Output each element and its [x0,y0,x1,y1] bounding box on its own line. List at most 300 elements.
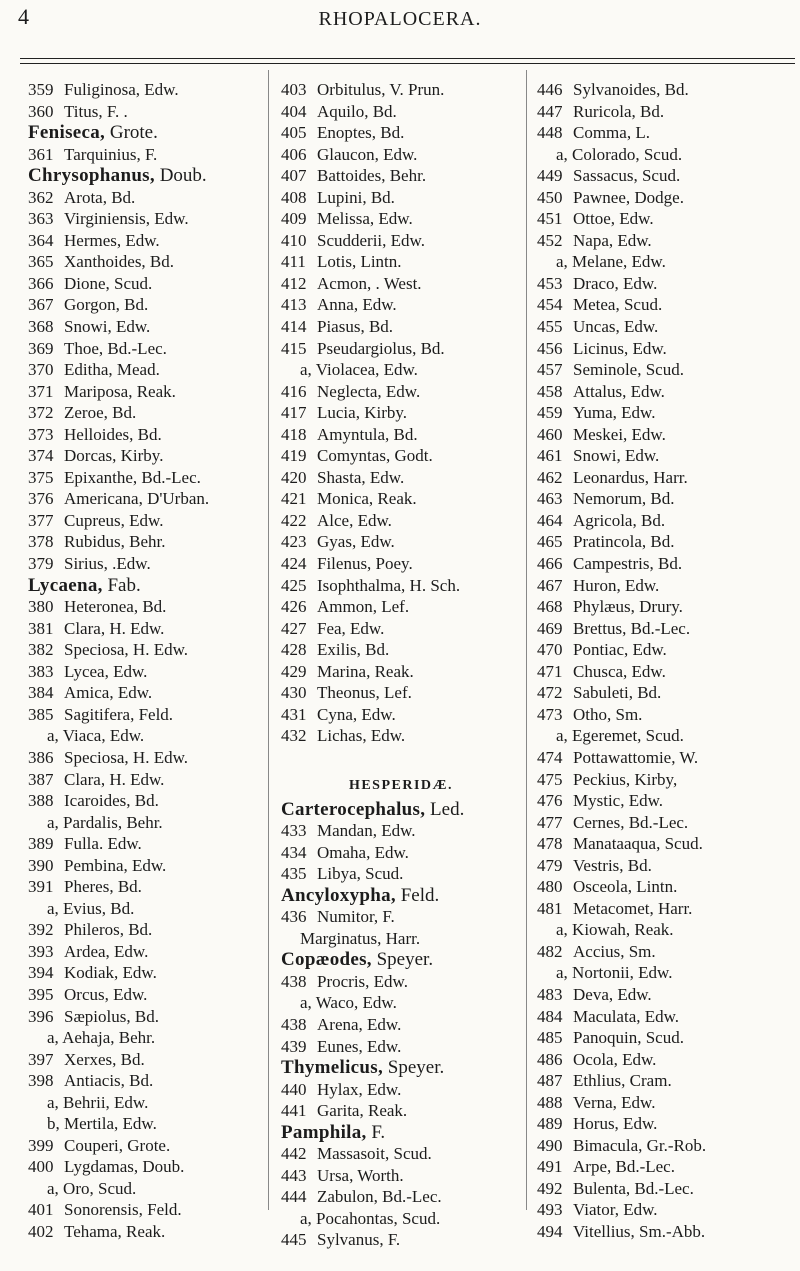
column-divider-1 [268,70,269,1210]
species-entry [281,661,521,683]
genus-author: Doub. [159,165,207,187]
entry-number: 482 [537,941,563,961]
species-entry [28,187,260,209]
species-entry [537,618,799,640]
species-name: Peckius, Kirby, [573,769,678,789]
species-name: Libya, Scud. [317,864,404,884]
blank-line [281,747,521,769]
entry-number: 471 [537,661,563,681]
variety-entry: Marginatus, Harr. [300,928,421,948]
genus-heading [28,165,260,187]
entry-number: 374 [28,446,54,466]
species-entry [281,1079,521,1101]
entry-number: 396 [28,1006,54,1026]
entry-number: 450 [537,187,563,207]
genus-name: Carterocephalus, [281,798,426,820]
species-entry [281,424,521,446]
species-entry [281,230,521,252]
species-entry [28,1049,260,1071]
entry-number: 405 [281,123,307,143]
species-entry [28,747,260,769]
species-name: Bulenta, Bd.-Lec. [573,1178,694,1198]
species-entry [281,488,521,510]
species-name: Meskei, Edw. [573,424,666,444]
species-entry [28,919,260,941]
entry-number: 372 [28,403,54,423]
species-entry [28,316,260,338]
species-name: Pseudargiolus, Bd. [317,338,445,358]
species-entry [28,596,260,618]
entry-number: 479 [537,855,563,875]
species-name: Xanthoides, Bd. [64,252,175,272]
species-name: Alce, Edw. [317,510,392,530]
species-name: Scudderii, Edw. [317,230,425,250]
species-name: Manataaqua, Scud. [573,834,703,854]
species-entry [537,1178,799,1200]
entry-number: 442 [281,1144,307,1164]
genus-name: Chrysophanus, [28,165,155,187]
species-entry [537,230,799,252]
species-entry [281,101,521,123]
species-entry [537,381,799,403]
species-name: Marina, Reak. [317,661,414,681]
species-name: Tehama, Reak. [64,1221,166,1241]
species-entry [537,510,799,532]
species-entry [28,876,260,898]
species-entry [537,747,799,769]
entry-number: 463 [537,489,563,509]
header-rule-bottom [20,63,795,64]
species-entry [28,488,260,510]
entry-number: 470 [537,640,563,660]
species-name: Antiacis, Bd. [64,1071,154,1091]
entry-number: 403 [281,80,307,99]
species-entry [281,1036,521,1058]
genus-name: Lycaena, [28,574,103,596]
entry-number: 413 [281,295,307,315]
species-entry [537,165,799,187]
entry-number: 474 [537,747,563,767]
species-name: Acmon, . West. [317,273,422,293]
entry-number: 454 [537,295,563,315]
species-entry [28,294,260,316]
entry-number: 473 [537,704,563,724]
entry-number: 477 [537,812,563,832]
entry-number: 416 [281,381,307,401]
species-entry [281,1100,521,1122]
species-name: Lichas, Edw. [317,726,406,746]
species-entry [537,941,799,963]
species-entry [28,984,260,1006]
genus-heading [281,949,521,971]
species-name: Ruricola, Bd. [573,101,665,121]
species-entry [537,682,799,704]
genus-heading [281,1057,521,1079]
entry-number: 443 [281,1165,307,1185]
entry-number: 440 [281,1079,307,1099]
variety-entry: a, Violacea, Edw. [300,360,418,380]
entry-number: 400 [28,1157,54,1177]
genus-heading [281,799,521,821]
species-name: Leonardus, Harr. [573,467,688,487]
species-entry [537,1027,799,1049]
species-entry [28,769,260,791]
entry-number: 494 [537,1221,563,1241]
genus-name: Thymelicus, [281,1057,384,1079]
running-head: RHOPALOCERA. [318,8,482,30]
entry-number: 392 [28,920,54,940]
species-entry [537,1113,799,1135]
species-entry [537,898,799,920]
species-entry [537,338,799,360]
entry-number: 384 [28,683,54,703]
entry-number: 417 [281,403,307,423]
genus-heading [281,1122,521,1144]
entry-number: 430 [281,683,307,703]
species-entry [28,661,260,683]
species-name: Gyas, Edw. [317,532,395,552]
entry-number: 395 [28,984,54,1004]
species-entry [537,79,799,101]
species-name: Lotis, Lintn. [317,252,402,272]
species-name: Ursa, Worth. [317,1165,404,1185]
header-rule-top [20,58,795,59]
species-entry [537,855,799,877]
species-name: Ottoe, Edw. [573,209,654,229]
variety-entry: a, Kiowah, Reak. [556,920,674,940]
species-name: Americana, D'Urban. [64,489,210,509]
species-entry [281,316,521,338]
genus-heading [28,575,260,597]
species-name: Lycea, Edw. [64,661,148,681]
variety-entry: a, Behrii, Edw. [47,1092,149,1112]
species-name: Exilis, Bd. [317,640,390,660]
entry-number: 409 [281,209,307,229]
entry-number: 397 [28,1049,54,1069]
species-name: Garita, Reak. [317,1101,408,1121]
entry-number: 402 [28,1221,54,1241]
entry-number: 362 [28,187,54,207]
entry-number: 390 [28,855,54,875]
entry-number: 484 [537,1006,563,1026]
entry-number: 460 [537,424,563,444]
species-name: Sagitifera, Feld. [64,704,174,724]
species-entry [281,863,521,885]
species-entry [537,1092,799,1114]
entry-number: 476 [537,791,563,811]
species-name: Clara, H. Edw. [64,769,165,789]
species-name: Hermes, Edw. [64,230,160,250]
entry-number: 478 [537,834,563,854]
species-entry [537,187,799,209]
species-entry [537,445,799,467]
species-entry [281,79,521,101]
species-entry [28,510,260,532]
species-name: Maculata, Edw. [573,1006,680,1026]
species-entry [281,842,521,864]
species-name: Editha, Mead. [64,360,160,380]
entry-number: 438 [281,1014,307,1034]
genus-author: Speyer. [387,1057,445,1079]
variety-entry: a, Aehaja, Behr. [47,1028,156,1048]
species-entry [537,984,799,1006]
species-name: Massasoit, Scud. [317,1144,432,1164]
species-name: Aquilo, Bd. [317,101,397,121]
species-name: Phileros, Bd. [64,920,153,940]
species-entry [281,1165,521,1187]
species-name: Battoides, Behr. [317,166,427,186]
species-entry [537,273,799,295]
genus-author: Fab. [107,574,141,596]
species-entry [28,445,260,467]
entry-number: 379 [28,554,54,574]
species-entry [281,381,521,403]
genus-name: Feniseca, [28,122,106,144]
entry-number: 406 [281,144,307,164]
species-name: Theonus, Lef. [317,683,412,703]
species-entry [537,467,799,489]
entry-number: 415 [281,338,307,358]
species-name: Snowi, Edw. [64,317,151,337]
species-name: Osceola, Lintn. [573,877,678,897]
species-name: Tarquinius, F. [64,144,158,164]
entry-number: 458 [537,381,563,401]
species-name: Campestris, Bd. [573,554,683,574]
species-name: Ammon, Lef. [317,597,410,617]
species-name: Neglecta, Edw. [317,381,421,401]
species-entry [281,467,521,489]
species-name: Sassacus, Scud. [573,166,681,186]
species-name: Kodiak, Edw. [64,963,157,983]
species-name: Xerxes, Bd. [64,1049,145,1069]
species-name: Sabuleti, Bd. [573,683,662,703]
species-name: Melissa, Edw. [317,209,413,229]
entry-number: 455 [537,317,563,337]
species-name: Comma, L. [573,123,650,143]
species-entry [281,725,521,747]
entry-number: 493 [537,1200,563,1220]
entry-number: 483 [537,984,563,1004]
species-name: Speciosa, H. Edw. [64,747,189,767]
entry-number: 436 [281,907,307,927]
species-name: Pheres, Bd. [64,877,142,897]
entry-number: 382 [28,640,54,660]
species-name: Isophthalma, H. Sch. [317,575,461,595]
entry-number: 431 [281,704,307,724]
species-entry [28,790,260,812]
genus-name: Copæodes, [281,949,372,971]
species-name: Viator, Edw. [573,1200,658,1220]
variety-entry: a, Pocahontas, Scud. [300,1208,441,1228]
species-entry [281,122,521,144]
species-entry [28,79,260,101]
entry-number: 469 [537,618,563,638]
species-entry [28,273,260,295]
species-name: Orbitulus, V. Prun. [317,80,445,99]
species-name: Ardea, Edw. [64,941,149,961]
species-name: Glaucon, Edw. [317,144,418,164]
species-entry [281,575,521,597]
species-entry [281,402,521,424]
entry-number: 480 [537,877,563,897]
column-1 [28,79,260,1243]
entry-number: 418 [281,424,307,444]
entry-number: 381 [28,618,54,638]
species-entry [28,1006,260,1028]
species-name: Chusca, Edw. [573,661,666,681]
entry-number: 459 [537,403,563,423]
entry-number: 429 [281,661,307,681]
genus-author: Led. [430,798,465,820]
species-entry [537,596,799,618]
species-entry [28,618,260,640]
species-name: Arota, Bd. [64,187,136,207]
entry-number: 424 [281,554,307,574]
entry-number: 420 [281,467,307,487]
entry-number: 464 [537,510,563,530]
species-name: Piasus, Bd. [317,317,394,337]
variety-entry: a, Waco, Edw. [300,993,397,1013]
species-name: Mariposa, Reak. [64,381,176,401]
species-entry [28,962,260,984]
species-name: Gorgon, Bd. [64,295,149,315]
species-name: Mystic, Edw. [573,791,664,811]
entry-number: 412 [281,273,307,293]
entry-number: 383 [28,661,54,681]
entry-number: 376 [28,489,54,509]
entry-number: 421 [281,489,307,509]
entry-number: 490 [537,1135,563,1155]
species-name: Omaha, Edw. [317,842,409,862]
species-entry [281,704,521,726]
entry-number: 432 [281,726,307,746]
entry-number: 444 [281,1187,307,1207]
species-name: Verna, Edw. [573,1092,656,1112]
entry-number: 394 [28,963,54,983]
entry-number: 389 [28,834,54,854]
entry-number: 492 [537,1178,563,1198]
species-entry [281,510,521,532]
entry-number: 428 [281,640,307,660]
species-entry [537,1199,799,1221]
genus-heading [281,885,521,907]
entry-number: 423 [281,532,307,552]
species-entry [28,639,260,661]
entry-number: 388 [28,791,54,811]
entry-number: 404 [281,101,307,121]
species-entry [281,294,521,316]
genus-author: F. [371,1121,386,1143]
species-entry [281,639,521,661]
species-entry [537,553,799,575]
species-name: Enoptes, Bd. [317,123,405,143]
entry-number: 487 [537,1071,563,1091]
entry-number: 367 [28,295,54,315]
species-entry [537,1221,799,1243]
species-name: Licinus, Edw. [573,338,667,358]
entry-number: 446 [537,80,563,99]
species-entry [537,575,799,597]
entry-number: 373 [28,424,54,444]
species-name: Attalus, Edw. [573,381,665,401]
species-entry [281,820,521,842]
entry-number: 467 [537,575,563,595]
species-name: Napa, Edw. [573,230,652,250]
species-entry [537,639,799,661]
species-entry [281,906,521,928]
species-entry [28,704,260,726]
species-name: Metacomet, Harr. [573,898,693,918]
species-entry [537,704,799,726]
species-name: Numitor, F. [317,907,395,927]
species-entry [28,402,260,424]
species-entry [537,1070,799,1092]
entry-number: 441 [281,1101,307,1121]
genus-heading [28,122,260,144]
entry-number: 369 [28,338,54,358]
entry-number: 414 [281,317,307,337]
entry-number: 447 [537,101,563,121]
entry-number: 398 [28,1071,54,1091]
species-entry [28,338,260,360]
entry-number: 385 [28,704,54,724]
entry-number: 486 [537,1049,563,1069]
entry-number: 491 [537,1157,563,1177]
genus-author: Speyer. [376,949,434,971]
variety-entry: a, Nortonii, Edw. [556,963,673,983]
entry-number: 380 [28,597,54,617]
species-entry [537,359,799,381]
entry-number: 472 [537,683,563,703]
entry-number: 411 [281,252,306,272]
species-entry [537,488,799,510]
species-name: Virginiensis, Edw. [64,209,189,229]
entry-number: 435 [281,864,307,884]
species-entry [281,144,521,166]
entry-number: 433 [281,821,307,841]
species-name: Arena, Edw. [317,1014,402,1034]
species-name: Cupreus, Edw. [64,510,164,530]
species-name: Amyntula, Bd. [317,424,418,444]
species-name: Seminole, Scud. [573,360,684,380]
species-name: Procris, Edw. [317,971,408,991]
entry-number: 448 [537,123,563,143]
species-entry [281,531,521,553]
entry-number: 427 [281,618,307,638]
species-entry [281,273,521,295]
species-name: Arpe, Bd.-Lec. [573,1157,675,1177]
entry-number: 371 [28,381,54,401]
species-entry [537,1006,799,1028]
species-name: Clara, H. Edw. [64,618,165,638]
species-name: Uncas, Edw. [573,317,659,337]
species-name: Pottawattomie, W. [573,747,699,767]
species-name: Bimacula, Gr.-Rob. [573,1135,707,1155]
entry-number: 391 [28,877,54,897]
species-name: Hylax, Edw. [317,1079,402,1099]
species-entry [28,251,260,273]
variety-entry: a, Melane, Edw. [556,252,666,272]
species-name: Lupini, Bd. [317,187,395,207]
species-entry [537,294,799,316]
species-name: Fea, Edw. [317,618,385,638]
species-entry [537,424,799,446]
species-entry [281,338,521,360]
species-entry [28,101,260,123]
entry-number: 407 [281,166,307,186]
species-entry [28,208,260,230]
species-entry [28,1135,260,1157]
